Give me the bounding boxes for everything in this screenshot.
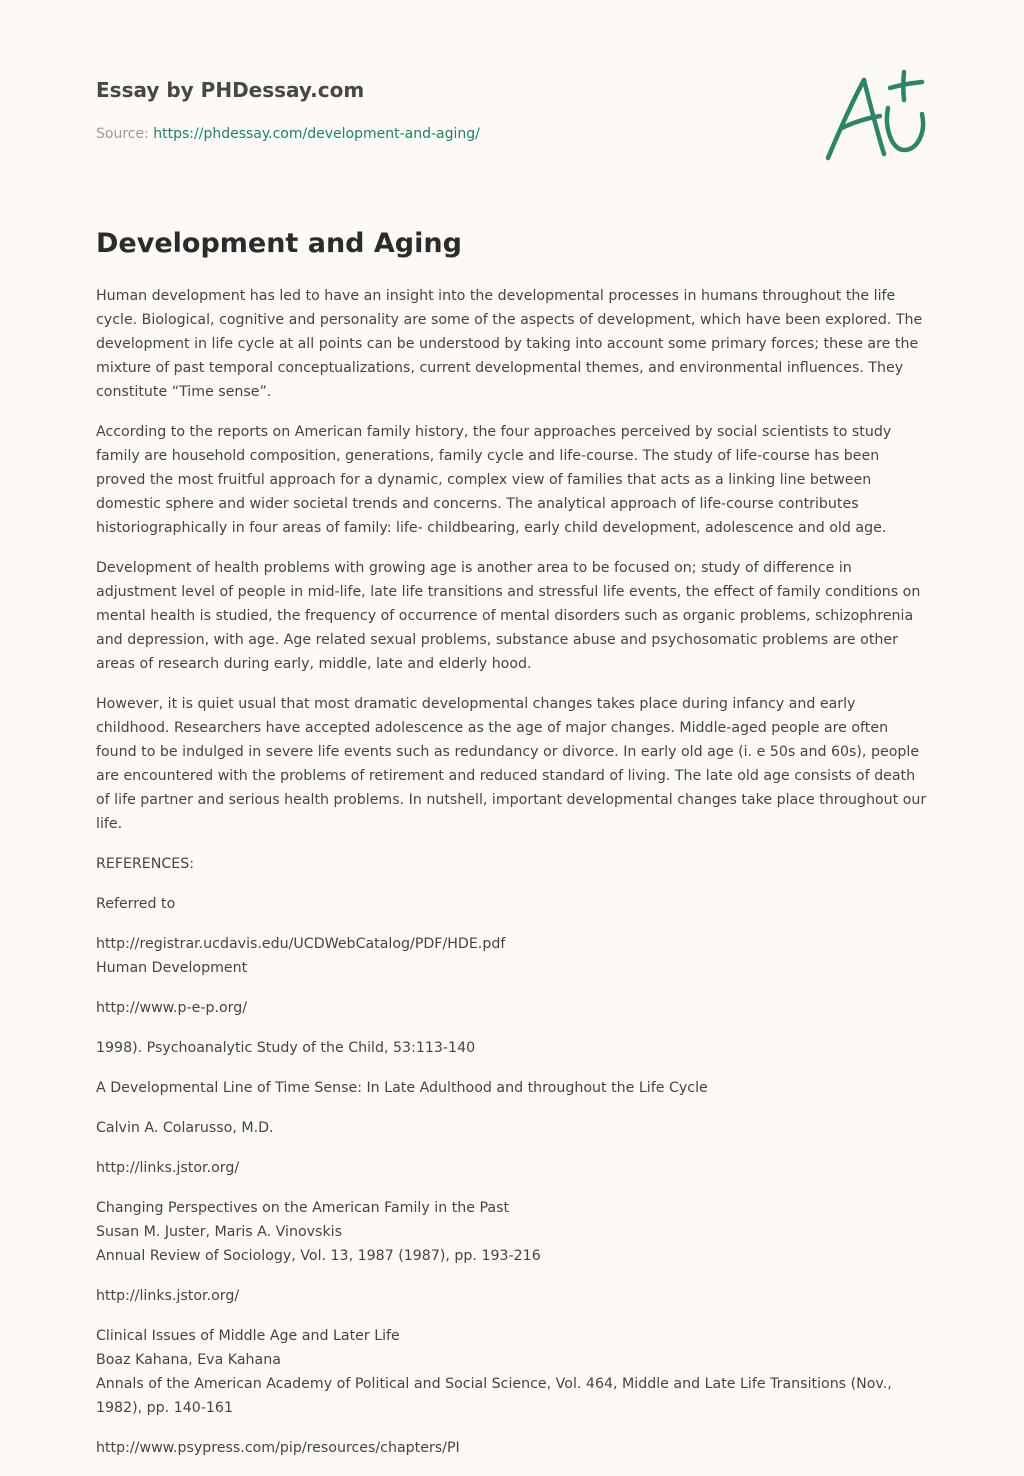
reference-9-authors: Boaz Kahana, Eva Kahana bbox=[96, 1352, 281, 1368]
reference-7-journal: Annual Review of Sociology, Vol. 13, 1987 (1987), pp. 193-216 bbox=[96, 1248, 541, 1264]
source-link[interactable]: https://phdessay.com/development-and-aging/ bbox=[153, 126, 480, 142]
paragraph-2: According to the reports on American family history, the four approaches perceived by social scientists to study family are household composition, generations, family cycle and life-course. The study of life-course has been proved the most fruitful approach for a dynamic, complex view of families that acts as a linking line between domestic sphere and wider societal trends and concerns. The analytical approach of life-course contributes historiographically in four areas of family: life- childbearing, early child development, adolescence and old age. bbox=[96, 424, 892, 536]
reference-10-link[interactable]: http://www.psypress.com/pip/resources/chapters/PI bbox=[96, 1440, 460, 1456]
paragraph-3: Development of health problems with growing age is another area to be focused on; study of difference in adjustment level of people in mid-life, late life transitions and stressful life events, the effect of family conditions on mental health is studied, the frequency of occurrence of mental disorders such as organic problems, schizophrenia and depression, with age. Age related sexual problems, substance abuse and psychosomatic problems are other areas of research during early, middle, late and elderly hood. bbox=[96, 560, 921, 672]
reference-3: 1998). Psychoanalytic Study of the Child, 53:113-140 bbox=[96, 1040, 476, 1056]
reference-1-title: Human Development bbox=[96, 960, 248, 976]
reference-4: A Developmental Line of Time Sense: In Late Adulthood and throughout the Life Cycle bbox=[96, 1080, 708, 1096]
reference-5: Calvin A. Colarusso, M.D. bbox=[96, 1120, 274, 1136]
referred-to-label: Referred to bbox=[96, 896, 176, 912]
references-heading: REFERENCES: bbox=[96, 856, 195, 872]
site-brand: Essay by PHDessay.com bbox=[96, 78, 365, 102]
paragraph-4: However, it is quiet usual that most dramatic developmental changes takes place during infancy and early childhood. Researchers have accepted adolescence as the age of major changes. Middle-aged people are often found to be indulged in severe life events such as redundancy or divorce. In early old age (i. e 50s and 60s), people are encountered with the problems of retirement and reduced standard of living. The late old age consists of death of life partner and serious health problems. In nutshell, important developmental changes take place throughout our life. bbox=[96, 696, 927, 832]
reference-10 bbox=[96, 1436, 932, 1460]
reference-6 bbox=[96, 1156, 932, 1180]
source-label: Source: bbox=[96, 126, 149, 142]
a-plus-logo-icon bbox=[818, 66, 930, 166]
reference-7 bbox=[96, 1196, 932, 1268]
reference-9 bbox=[96, 1324, 932, 1420]
reference-1 bbox=[96, 932, 932, 980]
reference-2 bbox=[96, 996, 932, 1020]
page-header bbox=[96, 76, 796, 144]
reference-7-title: Changing Perspectives on the American Family in the Past bbox=[96, 1200, 510, 1216]
article-title: Development and Aging bbox=[96, 228, 462, 259]
reference-8 bbox=[96, 1284, 932, 1308]
reference-2-link[interactable]: http://www.p-e-p.org/ bbox=[96, 1000, 248, 1016]
paragraph-1: Human development has led to have an insight into the developmental processes in humans throughout the life cycle. Biological, cognitive and personality are some of the aspects of development, which have been explored. The development in life cycle at all points can be understood by taking into account some primary forces; these are the mixture of past temporal conceptualizations, current developmental themes, and environmental influences. They constitute “Time sense”. bbox=[96, 288, 923, 400]
reference-9-journal: Annals of the American Academy of Political and Social Science, Vol. 464, Middle and Late Life Transitions (Nov., 1982), pp. 140-161 bbox=[96, 1376, 892, 1416]
reference-9-title: Clinical Issues of Middle Age and Later Life bbox=[96, 1328, 400, 1344]
reference-6-link[interactable]: http://links.jstor.org/ bbox=[96, 1160, 240, 1176]
reference-1-link[interactable]: http://registrar.ucdavis.edu/UCDWebCatalog/PDF/HDE.pdf bbox=[96, 936, 506, 952]
article-body bbox=[96, 284, 932, 1476]
reference-8-link[interactable]: http://links.jstor.org/ bbox=[96, 1288, 240, 1304]
reference-7-authors: Susan M. Juster, Maris A. Vinovskis bbox=[96, 1224, 342, 1240]
source-line bbox=[96, 124, 796, 144]
